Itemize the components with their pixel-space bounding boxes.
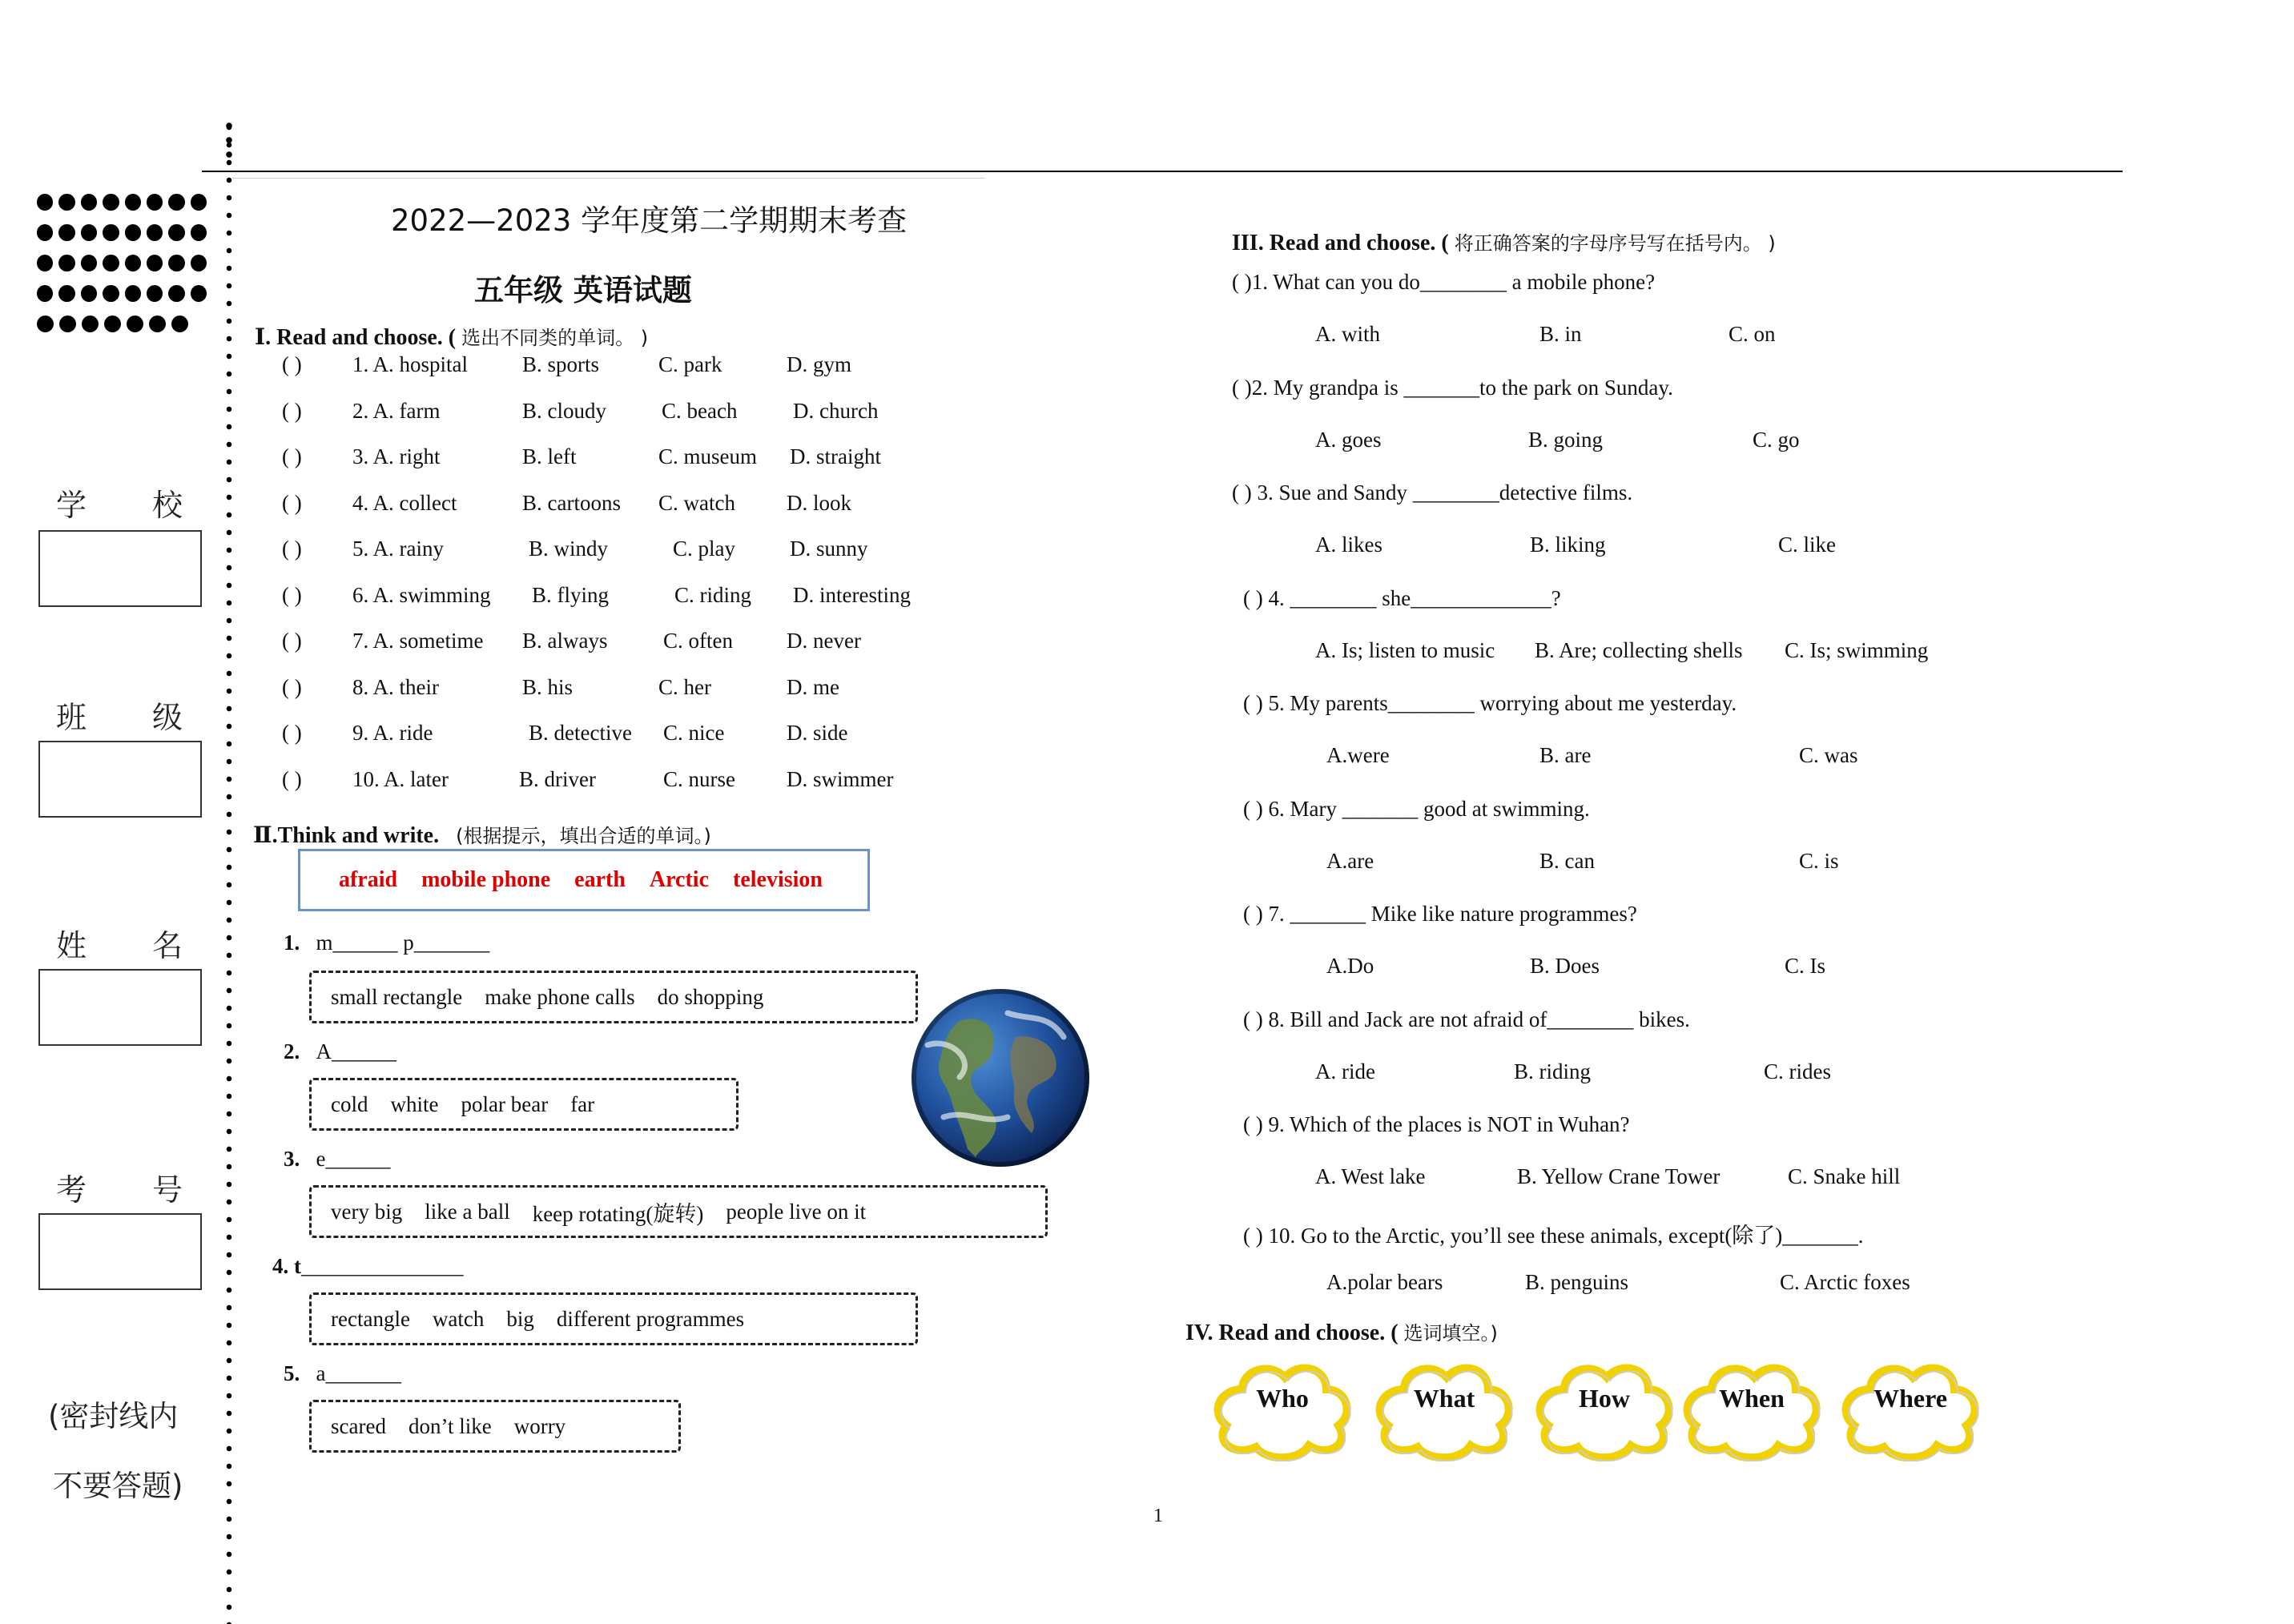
option-num: 6. A. swimming bbox=[352, 582, 491, 607]
option-b: B. cartoons bbox=[522, 490, 621, 515]
mc-option-c: C. Is; swimming bbox=[1785, 637, 1929, 662]
earth-image bbox=[912, 989, 1089, 1167]
decorative-dot-grid bbox=[37, 194, 207, 346]
option-num: 3. A. right bbox=[352, 444, 441, 468]
option-c: C. watch bbox=[658, 490, 735, 515]
option-b: B. always bbox=[522, 629, 608, 653]
mc-option-b: B. penguins bbox=[1525, 1269, 1629, 1294]
word-cloud bbox=[1368, 1357, 1520, 1461]
option-c: C. nice bbox=[663, 721, 725, 745]
option-b: B. cloudy bbox=[522, 398, 606, 423]
mc-question[interactable]: ( ) 3. Sue and Sandy ________detective films. bbox=[1232, 480, 1633, 504]
option-d: D. side bbox=[787, 721, 848, 745]
mc-option-b: B. riding bbox=[1514, 1059, 1592, 1083]
answer-paren[interactable]: ( ) bbox=[282, 537, 302, 561]
option-d: D. straight bbox=[790, 444, 881, 468]
option-c: C. often bbox=[663, 629, 733, 653]
header-rule-light bbox=[232, 178, 985, 179]
mc-option-a: A.polar bears bbox=[1326, 1269, 1443, 1294]
option-c: C. riding bbox=[674, 582, 752, 607]
mc-option-b: B. Are; collecting shells bbox=[1535, 637, 1743, 662]
header-rule bbox=[202, 171, 2123, 172]
class-field[interactable] bbox=[38, 741, 202, 818]
option-num: 4. A. collect bbox=[352, 490, 457, 515]
mc-option-a: A. goes bbox=[1315, 427, 1382, 452]
school-label: 学 校 bbox=[56, 488, 185, 523]
option-num: 8. A. their bbox=[352, 674, 439, 699]
mc-option-b: B. in bbox=[1539, 322, 1582, 346]
mc-option-c: C. is bbox=[1799, 848, 1839, 873]
option-num: 1. A. hospital bbox=[352, 352, 469, 376]
answer-paren[interactable]: ( ) bbox=[282, 629, 302, 653]
mc-option-b: B. Does bbox=[1530, 954, 1600, 978]
seal-note-line1: (密封线内 bbox=[48, 1399, 179, 1433]
mc-option-c: C. rides bbox=[1764, 1059, 1831, 1083]
mc-option-b: B. can bbox=[1539, 848, 1595, 873]
mc-option-b: B. going bbox=[1528, 427, 1604, 452]
mc-question[interactable]: ( )2. My grandpa is _______to the park on Sunday. bbox=[1232, 375, 1673, 400]
hint-box-1: small rectangle make phone calls do shopping bbox=[309, 971, 918, 1023]
word-cloud-label: Where bbox=[1873, 1384, 1947, 1413]
mc-option-a: A.Do bbox=[1326, 954, 1374, 978]
mc-option-a: A. Is; listen to music bbox=[1315, 637, 1495, 662]
hint-box-4: rectangle watch big different programmes bbox=[309, 1292, 918, 1345]
option-b: B. flying bbox=[532, 582, 610, 607]
write-item-3[interactable]: 3. e______ bbox=[284, 1147, 391, 1171]
option-d: D. interesting bbox=[793, 582, 911, 607]
mc-question[interactable]: ( ) 6. Mary _______ good at swimming. bbox=[1243, 796, 1590, 821]
word-cloud bbox=[1676, 1357, 1828, 1461]
mc-option-c: C. Arctic foxes bbox=[1780, 1269, 1910, 1294]
word-bank-item: earth bbox=[574, 867, 626, 892]
mc-question[interactable]: ( ) 7. _______ Mike like nature programmes? bbox=[1243, 902, 1637, 926]
school-field[interactable] bbox=[38, 530, 202, 607]
option-num: 10. A. later bbox=[352, 766, 449, 791]
option-d: D. never bbox=[787, 629, 861, 653]
mc-question[interactable]: ( ) 10. Go to the Arctic, you’ll see these animals, except(除了)_______. bbox=[1243, 1223, 1864, 1248]
mc-option-a: A. West lake bbox=[1315, 1164, 1426, 1188]
write-item-5[interactable]: 5. a_______ bbox=[284, 1361, 401, 1385]
word-cloud-label: What bbox=[1413, 1384, 1475, 1413]
write-item-2[interactable]: 2. A______ bbox=[284, 1039, 396, 1063]
mc-question[interactable]: ( ) 9. Which of the places is NOT in Wuhan? bbox=[1243, 1112, 1630, 1136]
word-bank-item: television bbox=[733, 867, 823, 892]
hint-box-2: cold white polar bear far bbox=[309, 1078, 739, 1131]
option-c: C. park bbox=[658, 352, 722, 376]
word-cloud-label: When bbox=[1719, 1384, 1785, 1413]
name-label: 姓 名 bbox=[56, 928, 185, 963]
mc-option-c: C. Snake hill bbox=[1788, 1164, 1901, 1188]
option-num: 5. A. rainy bbox=[352, 537, 444, 561]
exam-number-field[interactable] bbox=[38, 1213, 202, 1290]
option-b: B. driver bbox=[519, 766, 596, 791]
mc-option-c: C. on bbox=[1729, 322, 1776, 346]
mc-option-b: B. are bbox=[1539, 743, 1592, 767]
word-bank bbox=[298, 849, 870, 911]
mc-option-a: A.were bbox=[1326, 743, 1390, 767]
option-d: D. sunny bbox=[790, 537, 868, 561]
word-bank-item: Arctic bbox=[649, 867, 710, 892]
option-b: B. left bbox=[522, 444, 577, 468]
mc-option-a: A. ride bbox=[1315, 1059, 1375, 1083]
option-d: D. church bbox=[793, 398, 879, 423]
word-cloud-label: How bbox=[1579, 1384, 1630, 1413]
write-item-4[interactable]: 4. t_______________ bbox=[272, 1254, 464, 1278]
word-cloud bbox=[1528, 1357, 1680, 1461]
hint-box-3: very big like a ball keep rotating(旋转) people live on it bbox=[309, 1185, 1048, 1238]
word-bank-item: afraid bbox=[339, 867, 398, 892]
binding-dotted-line bbox=[226, 119, 232, 1624]
option-b: B. sports bbox=[522, 352, 600, 376]
option-num: 9. A. ride bbox=[352, 721, 433, 745]
exam-subtitle: 五年级 英语试题 bbox=[474, 273, 692, 308]
option-num: 7. A. sometime bbox=[352, 629, 484, 653]
option-d: D. gym bbox=[787, 352, 851, 376]
answer-paren[interactable]: ( ) bbox=[282, 766, 302, 791]
answer-paren[interactable]: ( ) bbox=[282, 352, 302, 376]
mc-option-a: A. likes bbox=[1315, 533, 1382, 557]
hint-box-5: scared don’t like worry bbox=[309, 1400, 681, 1453]
option-d: D. look bbox=[787, 490, 851, 515]
mc-option-c: C. go bbox=[1753, 427, 1800, 452]
mc-option-a: A.are bbox=[1326, 848, 1374, 873]
answer-paren[interactable]: ( ) bbox=[282, 721, 302, 745]
word-cloud bbox=[1206, 1357, 1358, 1461]
option-b: B. windy bbox=[529, 537, 609, 561]
option-b: B. his bbox=[522, 674, 574, 699]
seal-note-line2: 不要答题) bbox=[53, 1469, 183, 1503]
mc-option-c: C. like bbox=[1778, 533, 1836, 557]
answer-paren[interactable]: ( ) bbox=[282, 582, 302, 607]
option-c: C. museum bbox=[658, 444, 758, 468]
word-cloud bbox=[1834, 1357, 1986, 1461]
name-field[interactable] bbox=[38, 969, 202, 1046]
exam-title: 2022—2023 学年度第二学期期末考查 bbox=[391, 203, 908, 238]
section3-heading: III. Read and choose. ( 将正确答案的字母序号写在括号内。 ) bbox=[1232, 231, 1776, 255]
section2-heading: Ⅱ.Think and write. (根据提示，填出合适的单词。) bbox=[253, 823, 711, 848]
section1-heading: Ⅰ. Read and choose. ( 选出不同类的单词。 ) bbox=[255, 325, 649, 350]
answer-paren[interactable]: ( ) bbox=[282, 444, 302, 468]
mc-question[interactable]: ( ) 8. Bill and Jack are not afraid of________ bikes. bbox=[1243, 1007, 1690, 1031]
exam-number-label: 考 号 bbox=[56, 1172, 185, 1208]
mc-option-c: C. Is bbox=[1785, 954, 1826, 978]
page-number: 1 bbox=[1153, 1505, 1163, 1526]
class-label: 班 级 bbox=[56, 700, 185, 735]
mc-question[interactable]: ( ) 5. My parents________ worrying about me yesterday. bbox=[1243, 691, 1737, 715]
word-cloud-label: Who bbox=[1256, 1384, 1309, 1413]
mc-option-b: B. Yellow Crane Tower bbox=[1517, 1164, 1720, 1188]
section4-heading: IV. Read and choose. ( 选词填空。) bbox=[1185, 1321, 1498, 1345]
option-num: 2. A. farm bbox=[352, 398, 441, 423]
option-c: C. play bbox=[673, 537, 735, 561]
write-item-1[interactable]: 1. m______ p_______ bbox=[284, 931, 490, 955]
mc-question[interactable]: ( )1. What can you do________ a mobile phone? bbox=[1232, 270, 1656, 294]
mc-option-a: A. with bbox=[1315, 322, 1380, 346]
answer-paren[interactable]: ( ) bbox=[282, 674, 302, 699]
mc-option-b: B. liking bbox=[1530, 533, 1606, 557]
answer-paren[interactable]: ( ) bbox=[282, 398, 302, 423]
word-bank-item: mobile phone bbox=[421, 867, 551, 892]
option-c: C. beach bbox=[662, 398, 738, 423]
option-d: D. me bbox=[787, 674, 839, 699]
mc-question[interactable]: ( ) 4. ________ she_____________? bbox=[1243, 585, 1561, 610]
option-d: D. swimmer bbox=[787, 766, 894, 791]
answer-paren[interactable]: ( ) bbox=[282, 490, 302, 515]
mc-option-c: C. was bbox=[1799, 743, 1858, 767]
option-b: B. detective bbox=[529, 721, 632, 745]
option-c: C. nurse bbox=[663, 766, 735, 791]
option-c: C. her bbox=[658, 674, 711, 699]
